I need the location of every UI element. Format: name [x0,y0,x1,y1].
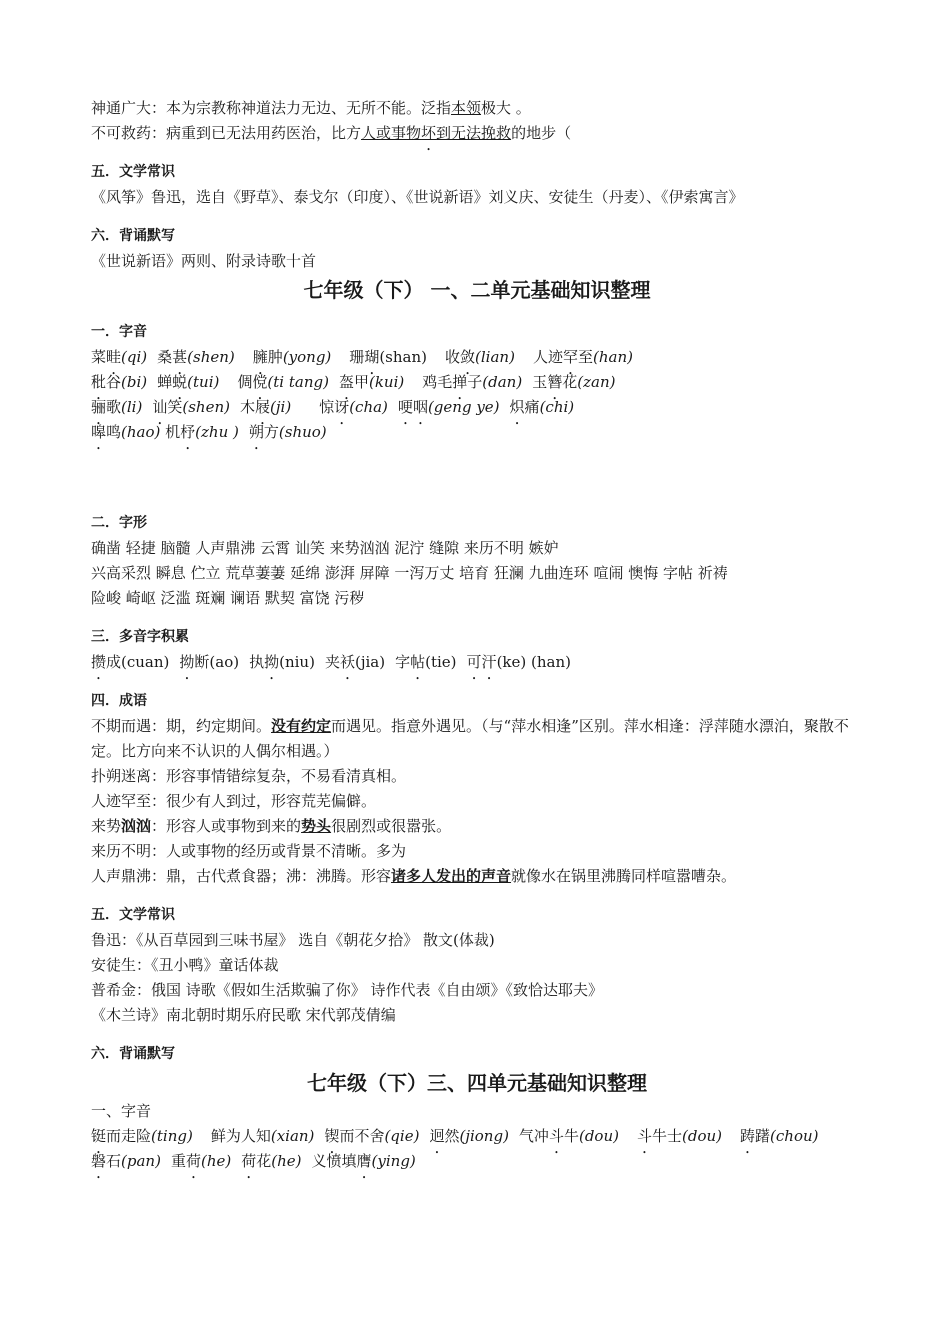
underlined-text: 到无法挽救 [436,124,512,142]
literature-text: 《风筝》鲁迅，选自《野草》、泰戈尔（印度）、《世说新语》刘义庆、安徒生（丹麦）、《伊索寓言》 [91,188,744,206]
section-heading: 四．成语 [91,693,147,709]
literature-line: 鲁迅：《从百草园到三味书屋》 选自《朝花夕拾》 散文(体裁) [91,931,495,949]
word-list: 确凿 轻捷 脑髓 人声鼎沸 云霄 讪笑 来势汹汹 泥泞 缝隙 来历不明 嫉妒 [91,539,559,557]
text: 极大 。 [481,99,531,117]
idiom-entry: 扑朔迷离：形容事情错综复杂，不易看清真相。 [91,767,407,785]
idiom-entry: 来势汹汹：形容人或事物到来的势头很剧烈或很嚣张。 [91,817,452,835]
pronunciation-line: 菜畦(qi) 桑葚(shen) 臃肿(yong) 珊瑚(shan) 收敛(lian) 人迹罕至(han) [91,348,633,366]
idiom-line [91,96,863,121]
unit-title: 七年级（下）三、四单元基础知识整理 [307,1071,647,1095]
pronunciation-line: 磐石(pan) 重荷(he) 荷花(he) 义愤填膺(ying) [91,1152,416,1170]
section-heading: 三．多音字积累 [91,629,189,645]
pronunciation-line: 秕谷(bi) 蝉蜕(tui) 倜傥(ti tang) 盔甲(kui) 鸡毛掸子(dan) 玉簪花(zan) [91,373,616,391]
text: 的地步（ [511,124,572,142]
pronunciation-line: 嗥鸣(hao) 机杼(zhu ) 朔方(shuo) [91,423,327,441]
idiom-entry: 人声鼎沸：鼎，古代煮食器；沸：沸腾。形容诸多人发出的声音就像水在锅里沸腾同样喧嚣嘈杂。 [91,867,737,885]
section-heading: 六．背诵默写 [91,228,175,244]
unit-title: 七年级（下） 一、二单元基础知识整理 [303,278,651,302]
underlined-text: 本领 [451,99,482,117]
text: 神通广大：本为宗教称神道法力无边、无所不能。泛指 [91,99,452,117]
dotted-char: 坏 [421,124,437,142]
underlined-text: 人或事物 [361,124,422,142]
idiom-line [91,121,863,146]
literature-line: 普希金：俄国 诗歌《假如生活欺骗了你》 诗作代表《自由颂》《致恰达耶夫》 [91,981,604,999]
section-heading: 一、字音 [91,1102,152,1120]
section-heading: 一．字音 [91,324,147,340]
document-page [91,96,863,1174]
literature-line: 《木兰诗》南北朝时期乐府民歌 宋代郭茂倩编 [91,1006,396,1024]
word-list: 兴高采烈 瞬息 伫立 荒草萋萋 延绵 澎湃 屏障 一泻万丈 培育 狂澜 九曲连环 喧闹 懊悔 字帖 祈祷 [91,564,728,582]
recite-text: 《世说新语》两则、附录诗歌十首 [91,252,317,270]
literature-line: 安徒生：《丑小鸭》童话体裁 [91,956,279,974]
idiom-entry: 人迹罕至：很少有人到过，形容荒芜偏僻。 [91,792,377,810]
pronunciation-line: 骊歌(li) 讪笑(shen) 木屐(ji) 惊讶(cha) 哽咽(geng ye) 炽痛(chi) [91,398,575,416]
word-list: 险峻 崎岖 泛滥 斑斓 谰语 默契 富饶 污秽 [91,589,365,607]
idiom-entry: 不期而遇：期，约定期间。没有约定而遇见。指意外遇见。（与“萍水相逢”区别。萍水相逢：浮萍随水漂泊，聚散不定。比方向来不认识的人偶尔相遇。） [91,717,849,760]
text: 不可救药：病重到已无法用药医治，比方 [91,124,362,142]
section-heading: 五．文学常识 [91,907,175,923]
pronunciation-line: 铤而走险(ting) 鲜为人知(xian) 锲而不舍(qie) 迥然(jiong) 气冲斗牛(dou) 斗牛士(dou) 踌躇(chou) [91,1127,819,1145]
section-heading: 二．字形 [91,515,147,531]
section-heading: 六．背诵默写 [91,1046,175,1062]
polyphone-line: 攒成(cuan) 拗断(ao) 执拗(niu) 夹袄(jia) 字帖(tie) 可汗(ke) (han) [91,653,571,671]
idiom-entry: 来历不明：人或事物的经历或背景不清晰。多为 [91,842,407,860]
section-heading: 五．文学常识 [91,164,175,180]
